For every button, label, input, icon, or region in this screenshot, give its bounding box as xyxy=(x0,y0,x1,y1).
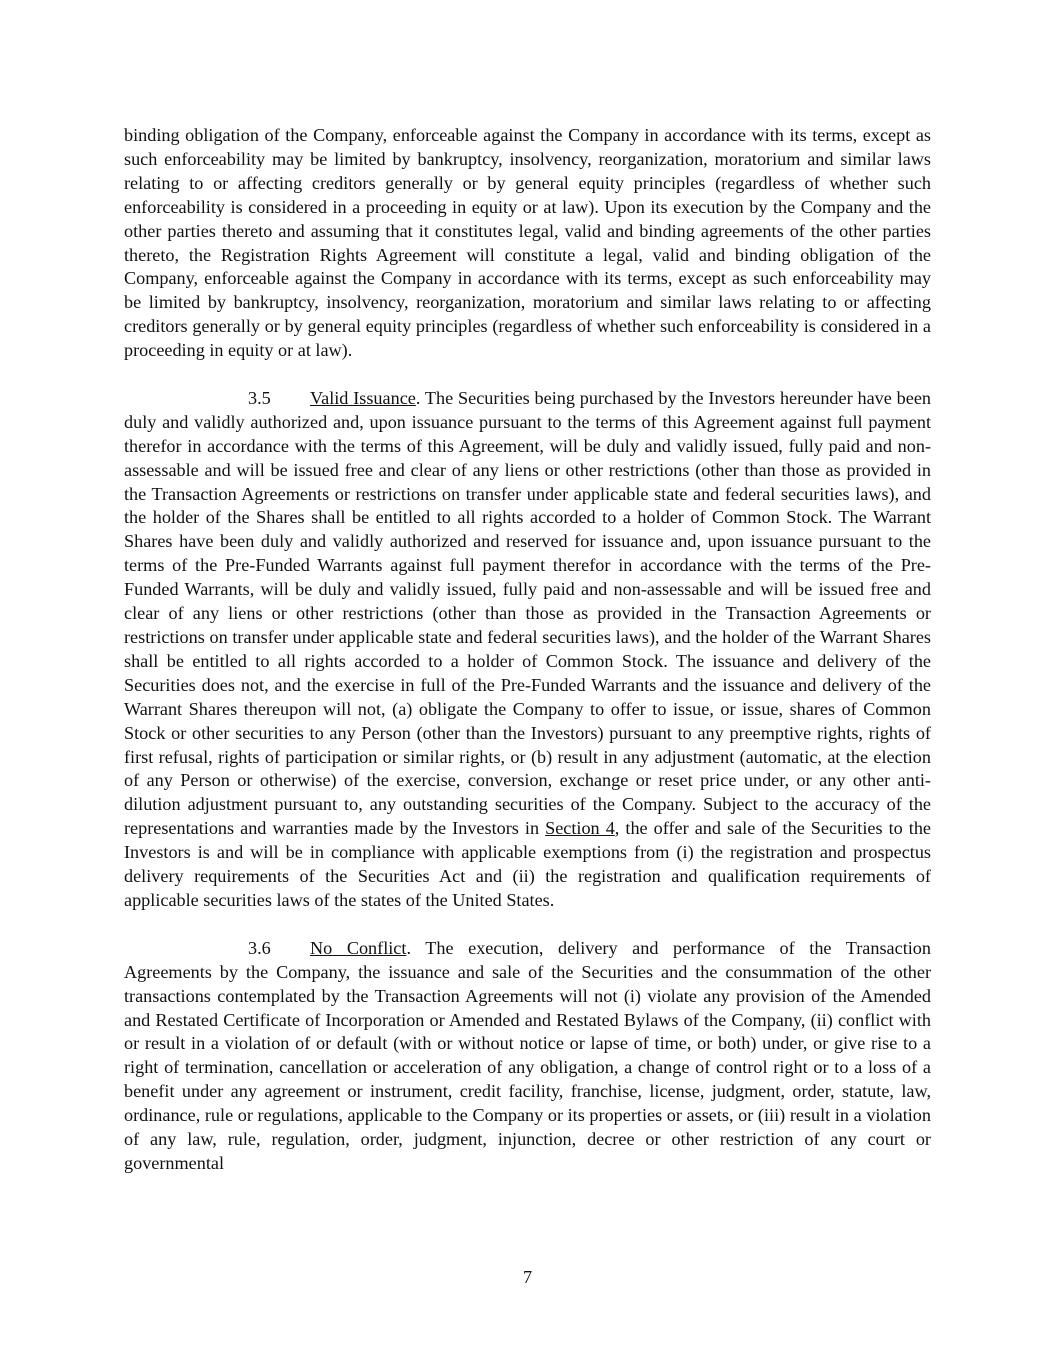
document-body xyxy=(124,124,931,1176)
section-number: 3.5 xyxy=(248,387,271,408)
paragraph-3-4-continued xyxy=(124,124,931,363)
section-text-continued: , the offer and sale of the Securities to the Investors is and will be in compliance with applicable exemptions from (i) the registration and prospectus delivery requirements of the Securities Act and (ii) the registration and qualification requirements of applicable securities laws of the states of the United States. xyxy=(124,818,931,910)
section-4-cross-reference: Section 4 xyxy=(545,818,615,839)
section-number: 3.6 xyxy=(248,937,271,958)
section-text: . The execution, delivery and performance of the Transaction Agreements by the Company, the issuance and sale of the Securities and the consummation of the other transactions contemplated by the Transaction Agreements will not (i) violate any provision of the Amended and Restated Certificate of Incorporation or Amended and Restated Bylaws of the Company, (ii) conflict with or result in a violation of or default (with or without notice or lapse of time, or both) under, or give rise to a right of termination, cancellation or acceleration of any obligation, a change of control right or to a loss of a benefit under any agreement or instrument, credit facility, franchise, license, judgment, order, statute, law, ordinance, rule or regulations, applicable to the Company or its properties or assets, or (iii) result in a violation of any law, rule, regulation, order, judgment, injunction, decree or other restriction of any court or governmental xyxy=(124,937,931,1173)
page-number: 7 xyxy=(522,1267,533,1287)
paragraph-text: binding obligation of the Company, enforceable against the Company in accordance with its terms, except as such enforceability may be limited by bankruptcy, insolvency, reorganization, moratorium and similar laws relating to or affecting creditors generally or by general equity principles (regardless of whether such enforceability is considered in a proceeding in equity or at law). Upon its execution by the Company and the other parties thereto and assuming that it constitutes legal, valid and binding agreements of the other parties thereto, the Registration Rights Agreement will constitute a legal, valid and binding obligation of the Company, enforceable against the Company in accordance with its terms, except as such enforceability may be limited by bankruptcy, insolvency, reorganization, moratorium and similar laws relating to or affecting creditors generally or by general equity principles (regardless of whether such enforceability is considered in a proceeding in equity or at law). xyxy=(124,125,931,361)
section-heading: No Conflict xyxy=(310,937,407,958)
section-3-6-no-conflict xyxy=(124,937,931,1176)
section-3-5-valid-issuance xyxy=(124,387,931,913)
section-text: . The Securities being purchased by the Investors hereunder have been duly and validly authorized and, upon issuance pursuant to the terms of this Agreement against full payment therefor in accordance with the terms of this Agreement, will be duly and validly issued, fully paid and non-assessable and will be issued free and clear of any liens or other restrictions (other than those as provided in the Transaction Agreements or restrictions on transfer under applicable state and federal securities laws), and the holder of the Shares shall be entitled to all rights accorded to a holder of Common Stock. The Warrant Shares have been duly and validly authorized and reserved for issuance and, upon issuance pursuant to the terms of the Pre-Funded Warrants against full payment therefor in accordance with the terms of the Pre-Funded Warrants, will be duly and validly issued, fully paid and non-assessable and will be issued free and clear of any liens or other restrictions (other than those as provided in the Transaction Agreements or restrictions on transfer under applicable state and federal securities laws), and the holder of the Warrant Shares shall be entitled to all rights accorded to a holder of Common Stock. The issuance and delivery of the Securities does not, and the exercise in full of the Pre-Funded Warrants and the issuance and delivery of the Warrant Shares thereupon will not, (a) obligate the Company to offer to issue, or issue, shares of Common Stock or other securities to any Person (other than the Investors) pursuant to any preemptive rights, rights of first refusal, rights of participation or similar rights, or (b) result in any adjustment (automatic, at the election of any Person or otherwise) of the exercise, conversion, exchange or reset price under, or any other anti-dilution adjustment pursuant to, any outstanding securities of the Company. Subject to the accuracy of the representations and warranties made by the Investors in xyxy=(124,387,931,839)
section-heading: Valid Issuance xyxy=(310,387,416,408)
